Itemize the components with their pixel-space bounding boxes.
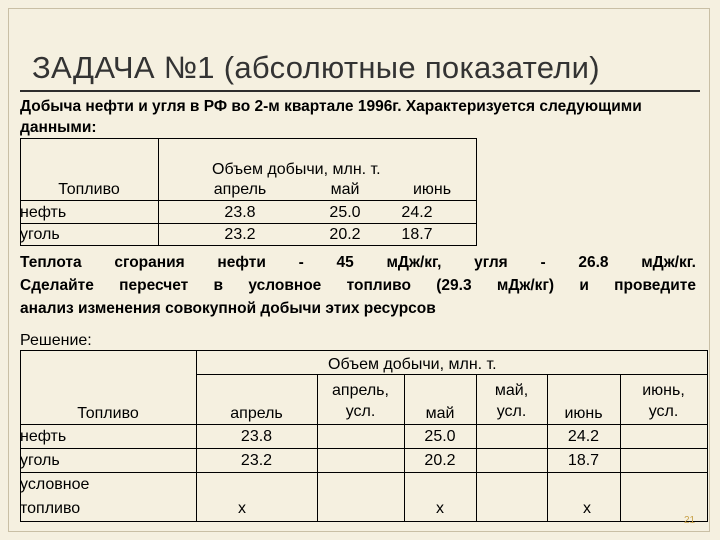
table1-cell: 18.7 [401,226,433,243]
table2-row-label: топливо [20,500,81,517]
table2-col-april-cond: усл. [345,403,376,420]
task-line-3: анализ изменения совокупной добычи этих ресурсов [20,300,436,317]
table2-fuel-header: Топливо [77,405,139,422]
table2-col-may-cond: май, [494,382,529,399]
table2-col-june-cond: июнь, [642,382,685,399]
table1-row-rule [20,223,477,224]
table2-row-label: уголь [20,452,60,469]
table2-row-rule [20,448,708,449]
table1-row-label: уголь [20,226,60,243]
table2-cell: 18.7 [567,452,600,469]
table2-col-may-cond: усл. [496,403,527,420]
table1-group-header: Объем добычи, млн. т. [212,161,381,178]
title-underline [20,90,700,92]
table2-bottom-border [20,521,708,522]
table2-row-label: условное [20,476,90,493]
table2-cell: 20.2 [424,452,456,469]
table2-group-header: Объем добычи, млн. т. [328,356,497,373]
table1-cell: 23.8 [224,204,256,221]
table2-header-rule [20,424,708,425]
table2-cell: x [436,500,444,517]
table1-month-may: май [330,181,360,198]
table1-header-rule [20,200,477,201]
table1-col-divider [158,138,159,245]
table2-row-label: нефть [20,428,67,445]
table1-cell: 20.2 [329,226,361,243]
table2-col-june-cond: усл. [648,403,679,420]
table2-cell: x [583,500,591,517]
page-number: 21 [684,515,696,526]
table2-col-april-cond: апрель, [332,382,389,399]
table1-top-border [20,138,477,139]
table2-cell: 23.2 [240,452,273,469]
table2-col-april: апрель [230,405,283,422]
table1-cell: 23.2 [224,226,256,243]
intro-text: Добыча нефти и угля в РФ во 2-м квартале 1996г. Характеризуется следующими данными: [20,98,642,136]
table1-cell: 24.2 [401,204,433,221]
slide-title: ЗАДАЧА №1 (абсолютные показатели) [32,50,600,85]
table1-row-label: нефть [20,204,67,221]
table2-cell: x [238,500,246,517]
table2-row-rule [20,472,708,473]
task-line-2: Сделайте пересчет в условное топливо (29.3 мДж/кг) и проведите [20,277,696,294]
solution-label: Решение: [20,332,92,349]
table1-fuel-header: Топливо [58,181,120,198]
table2-group-rule [196,374,708,375]
task-line-1: Теплота сгорания нефти - 45 мДж/кг, угля - 26.8 мДж/кг. [20,254,696,271]
table1-right-border [476,138,477,245]
table2-col-may: май [425,405,455,422]
table1-cell: 25.0 [329,204,361,221]
table1-month-april: апрель [213,181,267,198]
table2-right-border [707,350,708,522]
table2-cell: 24.2 [567,428,600,445]
table1-bottom-border [20,245,477,246]
table2-cell: 23.8 [240,428,273,445]
table2-col-june: июнь [564,405,603,422]
table2-top-border [20,350,708,351]
table1-month-june: июнь [412,181,452,198]
table2-cell: 25.0 [424,428,456,445]
